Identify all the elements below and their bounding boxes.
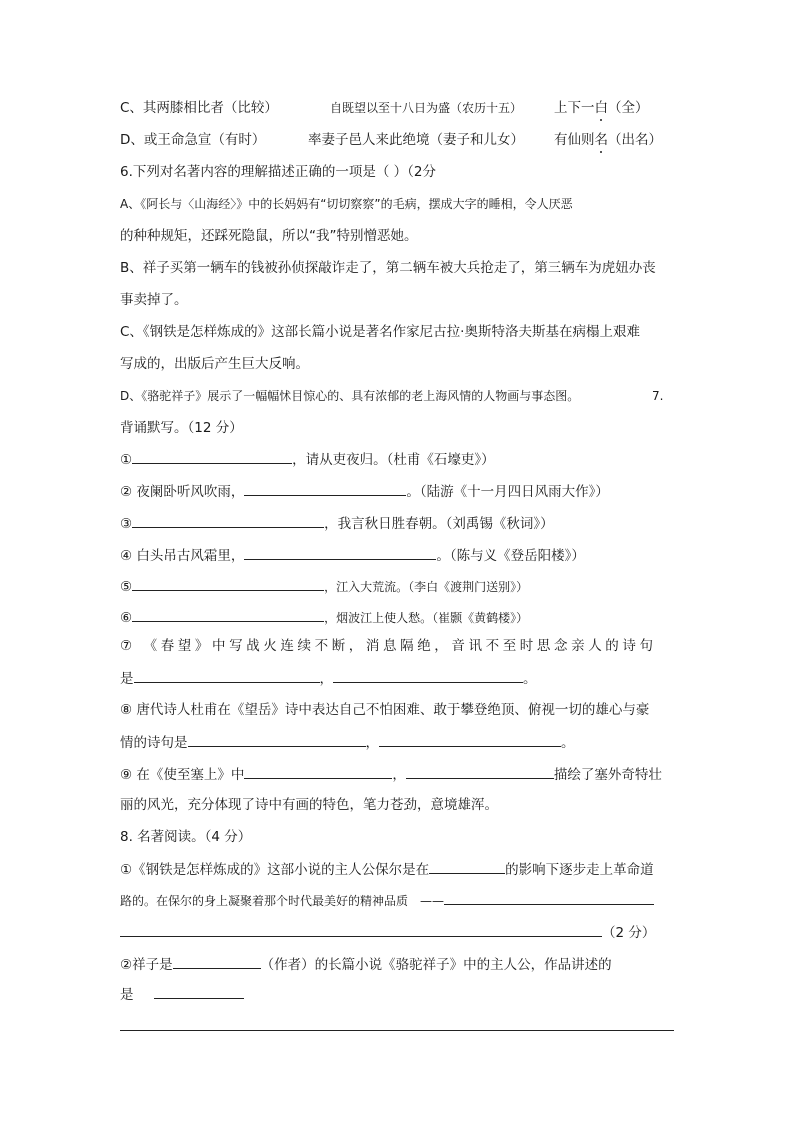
q6-option-c-line-1: C、《钢铁是怎样炼成的》这部长篇小说是著名作家尼古拉·奥斯特洛夫斯基在病榻上艰难 (120, 324, 640, 340)
q6-option-b-line-1: B、祥子买第一辆车的钱被孙侦探敲诈走了，第二辆车被大兵抢走了，第三辆车为虎妞办丧 (120, 260, 656, 276)
poem-item-5: ⑤ ，江入大荒流。（李白《渡荆门送别》） (120, 576, 528, 597)
blank-7b[interactable] (333, 668, 523, 683)
blank-4[interactable] (244, 545, 436, 560)
reading-item-1-line-1: ①《钢铁是怎样炼成的》这部小说的主人公保尔是在 的影响下逐步走上革命道 (120, 859, 654, 880)
question-6-stem: 6.下列对名著内容的理解描述正确的一项是（ ）（2分 (120, 164, 437, 180)
poem-item-4: ④ 白头吊古风霜里， 。（陈与义《登岳阳楼》） (120, 545, 585, 566)
blank-r1c[interactable] (120, 922, 602, 937)
option-d-item-3: 有仙则名（出名） (554, 132, 662, 148)
reading-item-1-line-2: 路的。在保尔的身上凝聚着那个时代最美好的精神品质 —— (120, 890, 654, 911)
blank-5[interactable] (132, 576, 324, 591)
q6-option-a-line-1: A、《阿长与〈山海经〉》中的长妈妈有“切切察察”的毛病，摆成大字的睡相，令人厌恶 (120, 197, 573, 211)
blank-6[interactable] (132, 607, 324, 622)
option-c-item-2: 自既望以至十八日为盛（农历十五） (330, 101, 523, 115)
poem-item-7-line-2: 是 ， 。 (120, 668, 537, 689)
blank-8b[interactable] (379, 732, 561, 747)
question-8-title: 8. 名著阅读。（4 分） (120, 829, 252, 845)
q6-option-c-line-2: 写成的，出版后产生巨大反响。 (120, 356, 309, 372)
reading-item-2-line-1: ②祥子是 （作者）的长篇小说《骆驼祥子》中的主人公，作品讲述的 (120, 954, 612, 975)
blank-8a[interactable] (188, 732, 366, 747)
blank-7a[interactable] (134, 668, 320, 683)
q6-option-a-line-2: 的种种规矩，还踩死隐鼠，所以“我”特别憎恶她。 (120, 228, 418, 244)
poem-item-9-line-1: ⑨ 在《使至塞上》中 ， 描绘了塞外奇特壮 (120, 764, 662, 785)
poem-item-3: ③ ，我言秋日胜春朝。（刘禹锡《秋词》） (120, 513, 554, 534)
poem-item-9-line-2: 丽的风光，充分体现了诗中有画的特色，笔力苍劲，意境雄浑。 (120, 797, 498, 813)
blank-1[interactable] (132, 449, 292, 464)
poem-item-2: ② 夜阑卧听风吹雨， 。（陆游《十一月四日风雨大作》） (120, 481, 609, 502)
blank-r1b[interactable] (444, 890, 654, 905)
question-7-title: 背诵默写。（12 分） (120, 420, 243, 436)
blank-r2b[interactable] (154, 984, 244, 999)
blank-2[interactable] (244, 481, 406, 496)
poem-item-8-line-2: 情的诗句是 ， 。 (120, 732, 575, 753)
question-7-number: 7. (652, 389, 664, 403)
option-d-item-2: 率妻子邑人来此绝境（妻子和儿女） (308, 132, 524, 148)
answer-line-r2[interactable] (120, 1030, 674, 1031)
blank-r2a[interactable] (173, 954, 261, 969)
poem-item-1: ① ，请从吏夜归。（杜甫《石壕吏》） (120, 449, 495, 470)
reading-item-2-line-2: 是 (120, 984, 244, 1005)
blank-9b[interactable] (406, 764, 554, 779)
q6-option-d-line (120, 386, 664, 406)
option-c-item-3: 上下一白（全） (554, 100, 649, 116)
blank-3[interactable] (132, 513, 324, 528)
blank-9a[interactable] (244, 764, 392, 779)
poem-item-6: ⑥ ，烟波江上使人愁。（崔颢《黄鹤楼》） (120, 607, 528, 628)
q6-option-d-text: D、《骆驼祥子》展示了一幅幅怵目惊心的、具有浓郁的老上海风情的人物画与事态图。 (120, 389, 580, 403)
poem-item-8-line-1: ⑧ 唐代诗人杜甫在《望岳》诗中表达自己不怕困难、敢于攀登绝顶、俯视一切的雄心与豪 (120, 702, 650, 718)
option-c-item-1: C、其两膝相比者（比较） (120, 100, 278, 116)
reading-item-1-line-3: （2 分） (120, 922, 655, 943)
option-d-item-1: D、或王命急宣（有时） (120, 132, 266, 148)
poem-item-7-line-1: ⑦ 《春望》中写战火连续不断，消息隔绝，音讯不至时思念亲人的诗句 (120, 638, 657, 654)
q6-option-b-line-2: 事卖掉了。 (120, 292, 188, 308)
blank-r1a[interactable] (429, 859, 505, 874)
